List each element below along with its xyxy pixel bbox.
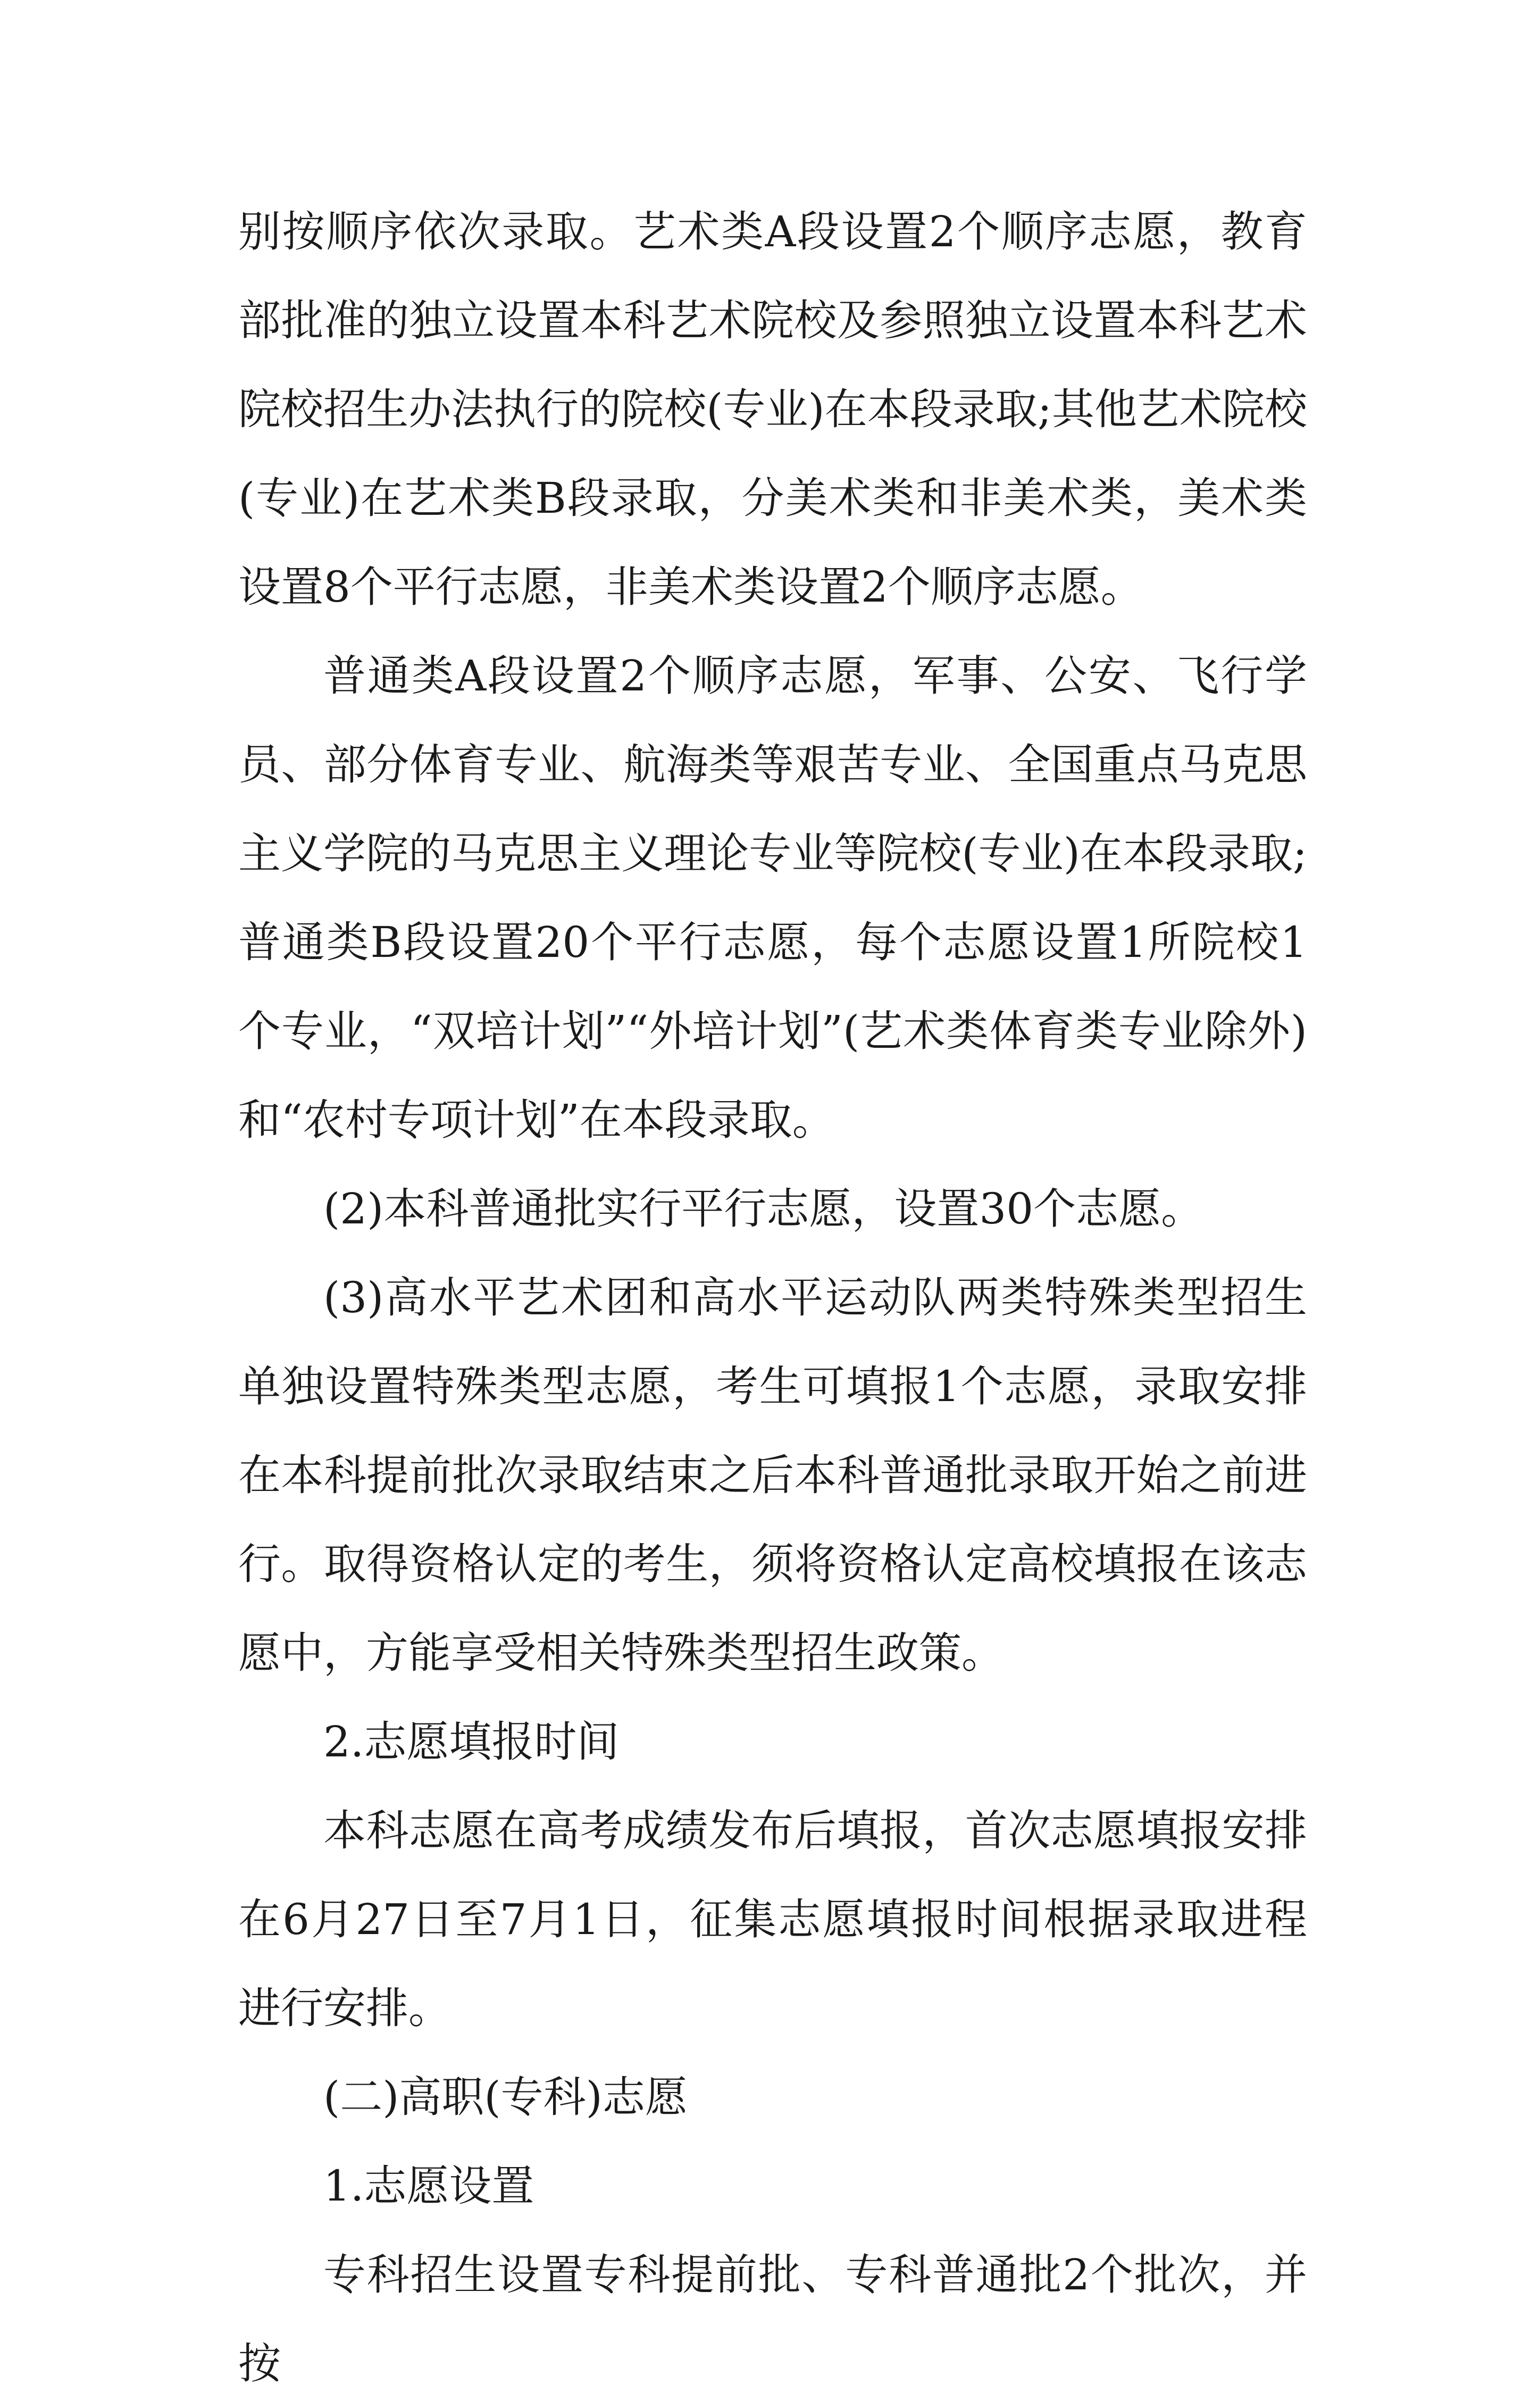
paragraph-application-time: 本科志愿在高考成绩发布后填报，首次志愿填报安排在6月27日至7月1日，征集志愿填报时间根据录取进程进行安排。	[238, 1806, 1307, 2033]
document-body	[238, 187, 1307, 2408]
heading-application-time: 2.志愿填报时间	[323, 1717, 620, 1767]
paragraph-general-category: 普通类A段设置2个顺序志愿，军事、公安、飞行学员、部分体育专业、航海类等艰苦专业、全国重点马克思主义学院的马克思主义理论专业等院校(专业)在本段录取;普通类B段设置20个平行志愿，每个志愿设置1所院校1个专业，“双培计划”“外培计划”(艺术类体育类专业除外)和“农村专项计划”在本段录取。	[238, 651, 1307, 1145]
paragraph-undergraduate-batch: (2)本科普通批实行平行志愿，设置30个志愿。	[323, 1184, 1204, 1234]
paragraph-art-category: 别按顺序依次录取。艺术类A段设置2个顺序志愿，教育部批准的独立设置本科艺术院校及参照独立设置本科艺术院校招生办法执行的院校(专业)在本段录取;其他艺术院校(专业)在艺术类B段录取，分美术类和非美术类，美术类设置8个平行志愿，非美术类设置2个顺序志愿。	[238, 207, 1307, 612]
paragraph-special-types: (3)高水平艺术团和高水平运动队两类特殊类型招生单独设置特殊类型志愿，考生可填报1个志愿，录取安排在本科提前批次录取结束之后本科普通批录取开始之前进行。取得资格认定的考生，须将资格认定高校填报在该志愿中，方能享受相关特殊类型招生政策。	[238, 1273, 1307, 1678]
heading-vocational-section: (二)高职(专科)志愿	[323, 2072, 688, 2122]
paragraph-vocational-batches: 专科招生设置专科提前批、专科普通批2个批次，并按	[238, 2250, 1307, 2388]
heading-application-setup: 1.志愿设置	[323, 2161, 534, 2211]
